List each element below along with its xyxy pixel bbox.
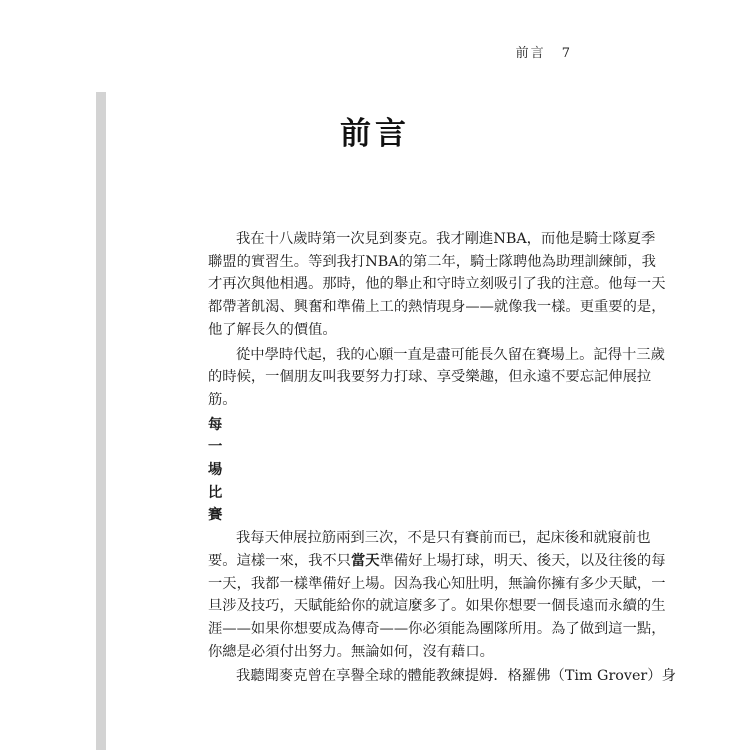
- paragraph-2-line: 的時候，一個朋友叫我要努力打球、享受樂趣，但永遠不要忘記伸展拉: [208, 369, 652, 386]
- paragraph-3-line: 你總是必須付出努力。無論如何，沒有藉口。: [208, 643, 494, 660]
- paragraph-1-line: 才再次與他相遇。那時，他的舉止和守時立刻吸引了我的注意。他每一天: [208, 276, 666, 293]
- paragraph-3: [180, 527, 666, 663]
- paragraph-3-line: [180, 550, 666, 573]
- paragraph-1-line: 我在十八歲時第一次見到麥克。我才剛進NBA，而他是騎士隊夏季: [236, 231, 656, 247]
- paragraph-2: [180, 344, 665, 412]
- page-gutter-bar: [96, 92, 106, 750]
- paragraph-4: [180, 665, 676, 688]
- paragraph-2-line: 筋。: [208, 391, 237, 408]
- paragraph-3-text: 要。這樣一來，我不只: [208, 552, 351, 569]
- paragraph-1-line: 聯盟的實習生。等到我打NBA的第二年，騎士隊聘他為助理訓練師，我: [208, 253, 656, 270]
- running-header: [516, 42, 570, 61]
- paragraph-3-line: 我每天伸展拉筋兩到三次，不是只有賽前而已，起床後和就寢前也: [236, 530, 651, 547]
- paragraph-1-line: 他了解長久的價值。: [208, 321, 337, 338]
- running-header-section: 前言: [515, 46, 546, 61]
- emphasis-char: 賽: [208, 507, 223, 524]
- emphasis-vertical-text: [180, 414, 580, 528]
- paragraph-4-line: 我聽聞麥克曾在享譽全球的體能教練提姆．格羅佛（Tim Grover）身: [236, 668, 676, 685]
- emphasis-char: 一: [208, 439, 223, 456]
- paragraph-1: [180, 228, 666, 342]
- page-number: 7: [561, 46, 570, 61]
- emphasis-char: 比: [208, 484, 223, 501]
- body-text: [180, 228, 676, 690]
- paragraph-2-line: 從中學時代起，我的心願一直是盡可能長久留在賽場上。記得十三歲: [236, 346, 665, 363]
- paragraph-1-line: 都帶著飢渴、興奮和準備上工的熱情現身——就像我一樣。更重要的是，: [208, 299, 666, 316]
- paragraph-3-line: 一天，我都一樣準備好上場。因為我心知肚明，無論你擁有多少天賦，一: [208, 575, 666, 592]
- chapter-title: 前言: [340, 116, 410, 152]
- paragraph-3-text: 準備好上場打球，明天、後天，以及往後的每: [379, 552, 666, 569]
- paragraph-3-line: 涯——如果你想要成為傳奇——你必須能為團隊所用。為了做到這一點，: [208, 620, 666, 637]
- emphasis-char: 每: [208, 416, 223, 433]
- bold-emphasis: 當天: [350, 552, 380, 569]
- paragraph-3-line: 旦涉及技巧，天賦能給你的就這麼多了。如果你想要一個長遠而永續的生: [208, 598, 666, 615]
- emphasis-char: 場: [208, 462, 223, 479]
